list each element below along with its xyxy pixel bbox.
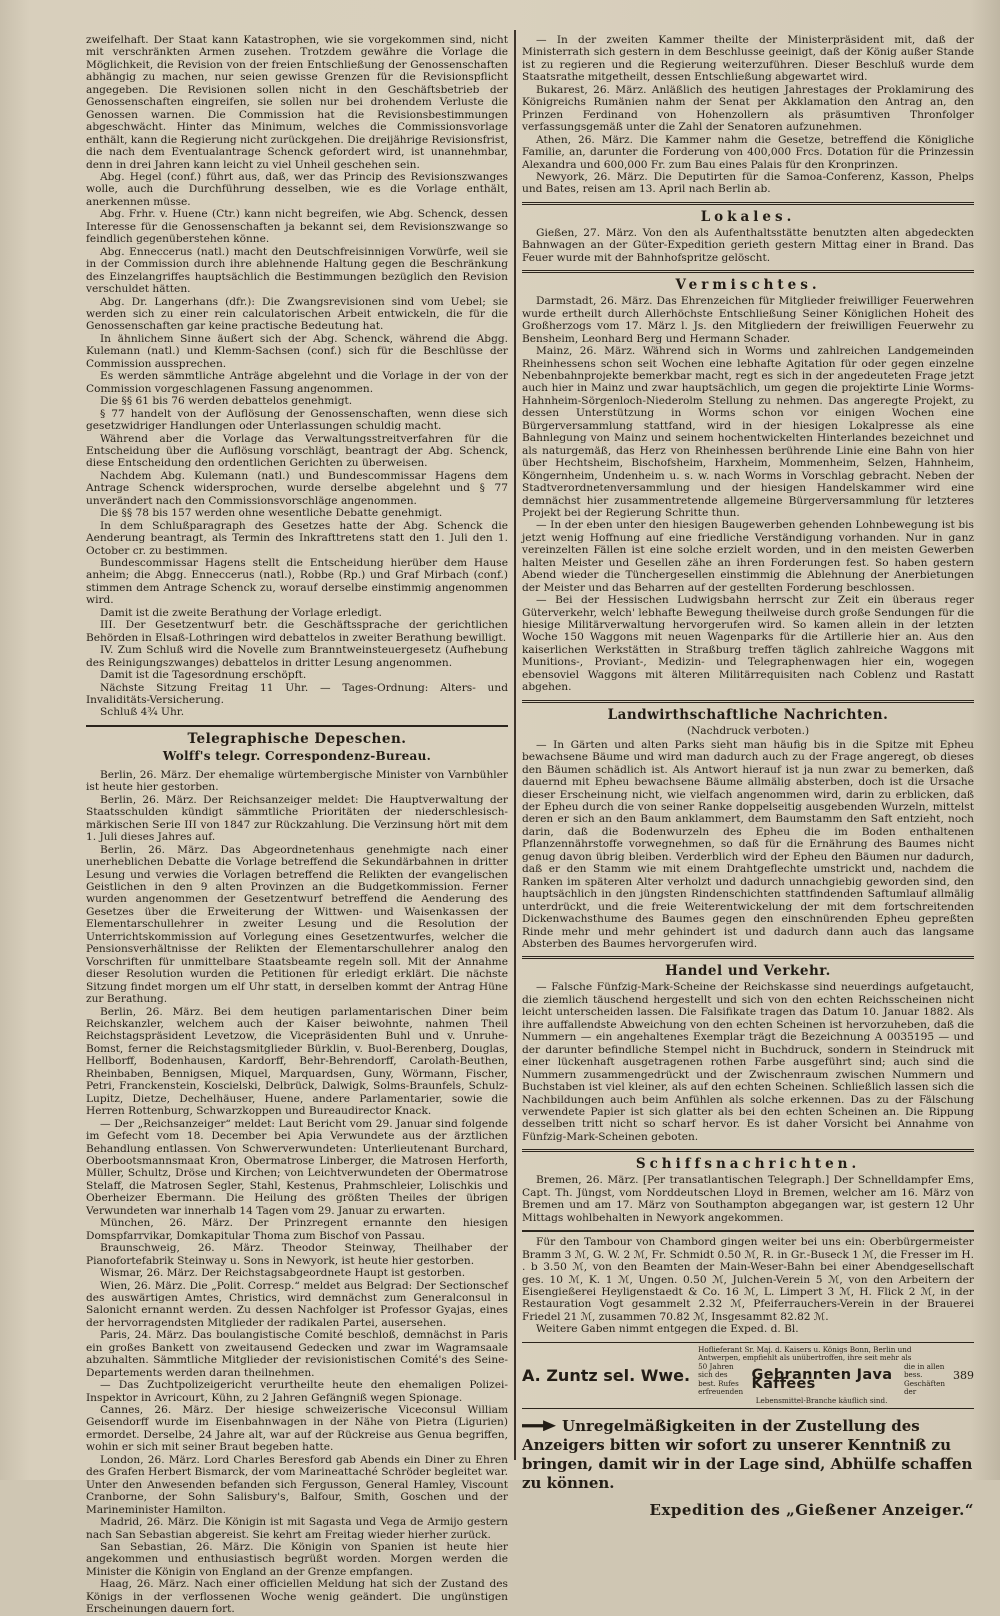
section-rule (522, 1149, 974, 1152)
article-paragraph: In dem Schlußparagraph des Gesetzes hatte der Abg. Schenck die Aenderung beantragt, als Termin des Inkrafttretens statt den 1. Juli den 1. October cr. zu bestimmen. (86, 519, 508, 557)
article-paragraph: IV. Zum Schluß wird die Novelle zum Branntweinsteuergesetz (Aufhebung des Reinigungszwanges) debattelos in dritter Lesung angenommen. (86, 644, 508, 669)
section-heading: Landwirthschaftliche Nachrichten. (607, 706, 889, 723)
section-rule (522, 270, 974, 273)
article-paragraph: — Das Zuchtpolizeigericht verurtheilte heute den ehemaligen Polizei-Inspektor in Avricourt, Kühn, zu 2 Jahren Gefängniß wegen Spionage. (86, 1379, 508, 1404)
article-paragraph: Für den Tambour von Chambord gingen weiter bei uns ein: Oberbürgermeister Bramm 3 ℳ, G. W. 2 ℳ, Fr. Schmidt 0.50 ℳ, R. in Gr.-Buseck 1 ℳ, die Fresser im H. . b 3.50 ℳ, von den Beamten der Main-Weser-Bahn bei einer Abendgesellschaft ges. 10 ℳ, K. 1 ℳ, Ungen. 0.50 ℳ, Julchen-Verein 5 ℳ, von den Arbeitern der Eisengießerei Heyligenstaedt & Co. 16 ℳ, L. Limpert 3 ℳ, H. Flick 2 ℳ, in der Restauration Vogt gesammelt 2.32 ℳ, Pfeiferrauchers-Verein in der Brauerei Friedel 21 ℳ, zusammen 70.82 ℳ, Insgesammt 82.82 ℳ. (522, 1236, 974, 1323)
article-paragraph: Bukarest, 26. März. Anläßlich des heutigen Jahrestages der Proklamirung des Königreichs Rumänien nahm der Senat per Akklamation den Antrag an, den Prinzen Ferdinand von Hohenzollern als präsumtiven Thronfolger verfassungsgemäß unter die Zahl der Senatoren aufzunehmen. (522, 83, 974, 134)
article-paragraph: Berlin, 26. März. Bei dem heutigen parlamentarischen Diner beim Reichskanzler, welchem auch der Kaiser beiwohnte, nahmen Theil Reichstagspräsident Levetzow, die Vicepräsidenten Buhl und v. Unruhe-Bomst, ferner die Reichstagsmitglieder Bürklin, v. Buol-Berenberg, Douglas, Hellborff, Bodenhausen, Kardorff, Behr-Behrendorff, Carolath-Beuthen, Rheinbaben, Bennigsen, Miquel, Marquardsen, Guny, Wörmann, Fischer, Petri, Franckenstein, Koscielski, Delbrück, Dalwigk, Solms-Braunfels, Schulz-Lupitz, Dietze, Dechelhäuser, Huene, andere Parlamentarier, sowie die Herren Rottenburg, Schwarzkoppen und Bureaudirector Knack. (86, 1005, 508, 1118)
right-column (522, 34, 974, 1520)
article-paragraph: Madrid, 26. März. Die Königin ist mit Sagasta und Vega de Armijo gestern nach San Sebastian abgereist. Sie kehrt am Freitag wieder hierher zurück. (86, 1516, 508, 1541)
article-paragraph: Schluß 4¾ Uhr. (100, 706, 185, 719)
article-paragraph: — Falsche Fünfzig-Mark-Scheine der Reichskasse sind neuerdings aufgetaucht, die ziemlich täuschend hergestellt und sich von den echten Reichsscheinen nicht leicht unterscheiden lassen. Die Falsifikate tragen das Datum 10. Januar 1882. Als ihre auffallendste Abweichung von den echten Scheinen ist hervorzuheben, daß die Nummern — ein angehaltenes Exemplar trägt die Bezeichnung A 0035195 — und der darunter befindliche Stempel nicht in Buchdruck, sondern in Steindruck mit einer lückenhaft ausgetragenen rothen Farbe ausgeführt sind; auch sind die Nummern zusammengedrückt und der Zwischenraum zwischen Nummern und Buchstaben ist viel kleiner, als auf den echten Scheinen. Schließlich lassen sich die Nachbildungen auch beim Anfühlen als solche erkennen. Das zu der Fälschung verwendete Papier ist sich glatter als bei den echten Scheinen an. Die Rippung desselben tritt nicht so scharf hervor. Es ist daher Vorsicht bei Annahme von Fünfzig-Mark-Scheinen geboten. (522, 981, 974, 1143)
article-paragraph: Damit ist die Tagesordnung erschöpft. (100, 669, 307, 682)
article-paragraph: Während aber die Vorlage das Verwaltungsstreitverfahren für die Entscheidung über die Auflösung vorschlägt, beantragt der Abg. Schenck, diese Entscheidung den ordentlichen Gerichten zu überweisen. (86, 432, 508, 470)
article-paragraph: Die §§ 61 bis 76 werden debattelos genehmigt. (100, 395, 353, 408)
article-paragraph: Darmstadt, 26. März. Das Ehrenzeichen für Mitglieder freiwilliger Feuerwehren wurde ertheilt durch Allerhöchste Entschließung Seiner Königlichen Hoheit des Großherzogs vom 17. März l. Js. den Mitgliedern der freiwilligen Feuerwehr zu Bensheim, Leonhard Berg und Hermann Schader. (522, 295, 974, 345)
article-paragraph: Weitere Gaben nimmt entgegen die Exped. d. Bl. (536, 1323, 799, 1336)
section-rule (522, 202, 974, 205)
article-paragraph: In ähnlichem Sinne äußert sich der Abg. Schenck, während die Abgg. Kulemann (natl.) und Klemm-Sachsen (conf.) sich für die Beschlüsse der Commission aussprechen. (86, 332, 508, 370)
article-paragraph: Athen, 26. März. Die Kammer nahm die Gesetze, betreffend die Königliche Familie, an, darunter die Forderung von 400,000 Frcs. Dotation für die Prinzessin Alexandra und 600,000 Fr. zum Bau eines Palais für den Kronprinzen. (522, 133, 974, 171)
section-rule (522, 1230, 974, 1232)
article-paragraph: Berlin, 26. März. Der Reichsanzeiger meldet: Die Hauptverwaltung der Staatsschulden kündigt sämmtliche Prioritäten der niederschlesisch-märkischen Serie III von 1847 zur Rückzahlung. Die Verzinsung hört mit dem 1. Juli dieses Jahres auf. (86, 793, 508, 844)
ad-product: Gebrannten Java Kaffees (751, 1367, 893, 1392)
article-paragraph: — In der eben unter den hiesigen Baugewerben gehenden Lohnbewegung ist bis jetzt wenig Hoffnung auf eine friedliche Verständigung vorhanden. Nur in ganz vereinzelten Fällen ist eine solche erzielt worden, und in den meisten Gewerben halten Meister und Gesellen zähe an ihren Forderungen fest. So haben gestern Abend wieder die Tünchergesellen einstimmig die Ablehnung der Anerbietungen der Meister und das Beharren auf der gestellten Forderung beschlossen. (522, 519, 974, 594)
section-rule (86, 725, 508, 727)
article-paragraph: Wismar, 26. März. Der Reichstagsabgeordnete Haupt ist gestorben. (100, 1267, 466, 1280)
article-paragraph: — Der „Reichsanzeiger“ meldet: Laut Bericht vom 29. Januar sind folgende im Gefecht vom 18. December bei Apia Verwundete aus der ärztlichen Behandlung entlassen. Von Schwerverwundeten: Unterlieutenant Burchard, Oberbootsmannsmaat Kron, Obermatrose Linberger, die Matrosen Herforth, Müller, Schultz, Dröse und Kirchen; von Leichtverwundeten der Obermatrose Stelaff, die Matrosen Segler, Stahl, Kestenus, Prahmschleier, Lolischkis und Oberheizer Ebermann. Die Heilung des größten Theiles der übrigen Verwundeten war innerhalb 14 Tagen vom 29. Januar zu erwarten. (86, 1117, 508, 1217)
article-paragraph: Gießen, 27. März. Von den als Aufenthaltsstätte benutzten alten abgedeckten Bahnwagen an der Güter-Expedition gerieth gestern Mittag einer in Brand. Das Feuer wurde mit der Bahnhofspritze gelöscht. (522, 226, 974, 264)
notice-text: Unregelmäßigkeiten in der Zustellung des Anzeigers bitten wir sofort zu unserer Kenntniß zu bringen, damit wir in der Lage sind, Abhülfe schaffen zu können. (522, 1417, 973, 1493)
article-paragraph: Mainz, 26. März. Während sich in Worms und zahlreichen Landgemeinden Rheinhessens schon seit Wochen eine lebhafte Agitation für oder gegen einzelne Nebenbahnprojekte bemerkbar macht, regt es sich in der angedeuteten Frage jetzt auch hier in Mainz und zwar hauptsächlich, um gegen die projektirte Linie Worms-Hahnheim-Sörgenloch-Niederolm Stellung zu nehmen. Das angeregte Projekt, zu dessen Unterstützung in Worms schon vor einigen Wochen eine Bürgerversammlung stattfand, wird in der hiesigen Lokalpresse als eine Bahnlegung von Mainz und seinem hochentwickelten Hinterlandes bezeichnet und als naturgemäß, das Herz von Rheinhessen berührende Linie eine Bahn von hier über Hechtsheim, Bischofsheim, Harxheim, Mommenheim, Selzen, Hahnheim, Köngernheim, Undenheim u. s. w. nach Worms in Vorschlag gebracht. Neben der Stadtverordnetenversammlung und der hiesigen Handelskammer wird eine demnächst hier zusammentretende allgemeine Bürgerversammlung für letzteres Projekt bei der Regierung Schritte thun. (522, 345, 974, 519)
article-paragraph: Es werden sämmtliche Anträge abgelehnt und die Vorlage in der von der Commission vorgeschlagenen Fassung angenommen. (86, 370, 508, 395)
article-paragraph: — In Gärten und alten Parks sieht man häufig bis in die Spitze mit Epheu bewachsene Bäume und wird man dadurch auch zu der Frage angeregt, ob dieses den Bäumen schädlich ist. Als Antwort hierauf ist ja nun zwar zu bemerken, daß dauernd mit Epheu bewachsene Bäume allmälig absterben, doch ist die Ursache dieser Erscheinung nicht, wie vielfach angenommen wird, darin zu erblicken, daß der Epheu durch die von seiner Ranke doppelseitig ausgebenden Wurzeln, mittelst deren er sich an den Baum anklammert, dem Baumstamm den Saft entzieht, noch darin, daß die Bodenwurzeln des Epheu die im Boden enthaltenen Pflanzennährstoffe vorwegnehmen, so daß für die Ernährung des Baumes nicht genug davon übrig bleiben. Verderblich wird der Epheu den Bäumen nur dadurch, daß er den Stamm wie mit einem Drahtgeflechte umstrickt und, nachdem die Ranken im späteren Alter verholzt und dadurch unnachgiebig geworden sind, den hauptsächlich in den jüngsten Rindenschichten stattfindenden Saftumlauf allmälig unterdrückt, und die freie Weiterentwickelung der mit dem fortschreitenden Dickenwachsthume des Baumes gegen den einschnürenden Epheu gepreßten Rinde mehr und mehr gehindert ist und dadurch dann auch das langsame Absterben des Baumes hervorgerufen wird. (522, 738, 974, 950)
article-paragraph: zweifelhaft. Der Staat kann Katastrophen, wie sie vorgekommen sind, nicht mit verschränkten Armen zusehen. Trotzdem gewähre die Vorlage die Möglichkeit, die Revision von der freien Entschließung der Genossenschaften abhängig zu machen, nur seien gewisse Grenzen für die Revisionspflicht angegeben. Die Revisionen sollen nicht in den Geschäftsbetrieb der Genossenschaften eingreifen, sie sollen nur bei drohendem Verluste die Genossen warnen. Die Commission hat die Revisionsbestimmungen abgeschwächt. Hinter das Minimum, welches die Commissionsvorlage enthält, kann die Regierung nicht zurückgehen. Die dreijährige Revisionsfrist, die nach dem Eventualantrage Schenck gefordert wird, ist unannehmbar, denn in drei Jahren kann leicht zu viel Unheil geschehen sein. (86, 34, 508, 171)
article-paragraph: § 77 handelt von der Auflösung der Genossenschaften, wenn diese sich gesetzwidriger Handlungen oder Unterlassungen schuldig macht. (86, 407, 508, 433)
section-rule (522, 956, 974, 959)
section-rule (522, 700, 974, 703)
article-paragraph: London, 26. März. Lord Charles Beresford gab Abends ein Diner zu Ehren des Grafen Herbert Bismarck, der vom Marineattaché Schröder begleitet war. Unter den Anwesenden befanden sich Fergusson, General Hamley, Viscount Cranborne, der Sohn Salisbury's, Balfour, Smith, Goschen und der Marineminister Hamilton. (86, 1453, 508, 1516)
ad-company-name: A. Zuntz sel. Wwe. (522, 1366, 691, 1386)
delivery-notice (522, 1417, 974, 1519)
section-note: (Nachdruck verboten.) (686, 724, 810, 737)
ad-body (698, 1346, 945, 1406)
article-paragraph: Braunschweig, 26. März. Theodor Steinway, Theilhaber der Pianofortefabrik Steinway u. Sons in Newyork, ist heute hier gestorben. (86, 1242, 508, 1267)
section-heading: Vermischtes. (675, 277, 821, 294)
article-paragraph: Bundescommissar Hagens stellt die Entscheidung hierüber dem Hause anheim; die Abgg. Enneccerus (natl.), Robbe (Rp.) und Graf Mirbach (conf.) stimmen dem Antrage Schenck zu, worauf derselbe einstimmig angenommen wird. (86, 557, 508, 607)
article-paragraph: Abg. Frhr. v. Huene (Ctr.) kann nicht begreifen, wie Abg. Schenck, dessen Interesse für die Genossenschaften ja bekannt sei, dem Revisionszwange so feindlich gegenüberstehen könne. (86, 208, 508, 246)
notice-signature: Expedition des „Gießener Anzeiger.“ (649, 1501, 974, 1520)
advertisement-zuntz (522, 1342, 974, 1410)
right-column-articles (522, 34, 974, 1336)
article-paragraph: München, 26. März. Der Prinzregent ernannte den hiesigen Domspfarrvikar, Domkapitular Thoma zum Bischof von Passau. (86, 1217, 508, 1242)
ad-top-text: Hoflieferant Sr. Maj. d. Kaisers u. Königs Bonn, Berlin und Antwerpen, empfiehlt als unübertroffen, ihre seit mehr als (698, 1344, 912, 1363)
article-paragraph: Wien, 26. März. Die „Polit. Corresp.“ meldet aus Belgrad: Der Sectionschef des auswärtigen Amtes, Christics, wird demnächst zum Generalconsul in Salonicht ernannt werden. Zu dessen Nachfolger ist Professor Gyajas, eines der hervorragendsten Mitglieder der radikalen Partei, ausersehen. (86, 1279, 508, 1329)
article-paragraph: Berlin, 26. März. Der ehemalige würtembergische Minister von Varnbühler ist heute hier gestorben. (86, 768, 508, 794)
article-paragraph: Berlin, 26. März. Das Abgeordnetenhaus genehmigte nach einer unerheblichen Debatte die Vorlage betreffend die Sekundärbahnen in dritter Lesung und verwies die Vorlagen betreffend die Relikten der evangelischen Geistlichen in den 9 alten Provinzen an die Budgetkommission. Ferner wurden angenommen der Gesetzentwurf betreffend die Aenderung des Gesetzes über die Erweiterung der Wittwen- und Waisenkassen der Elementarschullehrer in zweiter Lesung und die Resolution der Unterrichtskommission auf Vorlegung eines Gesetzentwurfes, welcher die Pensionsverhältnisse der Relikten der Elementarschullehrer analog den Vorschriften für unmittelbare Staatsbeamte regeln soll. Mit der Annahme dieser Resolution wurden die Petitionen für erledigt erklärt. Die nächste Sitzung findet morgen um elf Uhr statt, in derselben kommt der Antrag Hüne zur Berathung. (86, 843, 508, 1006)
article-paragraph: Newyork, 26. März. Die Deputirten für die Samoa-Conferenz, Kasson, Phelps und Bates, reisen am 13. April nach Berlin ab. (522, 170, 974, 196)
ad-left-text: 50 Jahren sich des best. Rufes erfreuenden (698, 1361, 744, 1397)
article-paragraph: Paris, 24. März. Das boulangistische Comité beschloß, demnächst in Paris ein großes Bankett von zweitausend Gedecken und zwar im Wagramsaale abzuhalten. Sämmtliche Mitglieder der revisionistischen Comité's des Seine-Departements werden daran theilnehmen. (86, 1329, 508, 1379)
section-heading: Lokales. (700, 208, 796, 225)
section-heading: Telegraphische Depeschen. (187, 730, 407, 747)
article-paragraph: Cannes, 26. März. Der hiesige schweizerische Viceconsul William Geisendorff wurde im Eisenbahnwagen in der Nähe von Pietra (Ligurien) ermordet. Derselbe, 24 Jahre alt, war auf der Rückreise aus Genua begriffen, wohin er sich mit seiner Braut begeben hatte. (86, 1404, 508, 1454)
section-heading: Schiffsnachrichten. (635, 1156, 861, 1173)
article-paragraph: Nächste Sitzung Freitag 11 Uhr. — Tages-Ordnung: Alters- und Invaliditäts-Versicherung. (86, 681, 508, 707)
article-paragraph: Abg. Enneccerus (natl.) macht den Deutschfreisinnigen Vorwürfe, weil sie in der Commission durch ihre ablehnende Haltung gegen die Beschränkung des Einzelangriffes hauptsächlich die Bestimmungen bezüglich den Revision verschuldet hätten. (86, 245, 508, 296)
article-paragraph: Abg. Dr. Langerhans (dfr.): Die Zwangsrevisionen sind vom Uebel; sie werden sich zu einer rein calculatorischen Arbeit entwickeln, die für die Genossenschaften gar keine practische Bedeutung hat. (86, 295, 508, 333)
article-paragraph: Damit ist die zweite Berathung der Vorlage erledigt. (100, 606, 382, 619)
article-paragraph: San Sebastian, 26. März. Die Königin von Spanien ist heute hier angekommen und enthusiastisch begrüßt worden. Morgen werden die Minister die Königin von England an der Grenze empfangen. (86, 1541, 508, 1578)
article-paragraph: III. Der Gesetzentwurf betr. die Geschäftssprache der gerichtlichen Behörden in Elsaß-Lothringen wird debattelos in zweiter Berathung bewilligt. (86, 619, 508, 644)
article-paragraph: Haag, 26. März. Nach einer officiellen Meldung hat sich der Zustand des Königs in der verflossenen Woche wenig geändert. Die ungünstigen Erscheinungen dauern fort. (86, 1578, 508, 1616)
column-divider (514, 30, 516, 1460)
article-paragraph: Bremen, 26. März. [Per transatlantischen Telegraph.] Der Schnelldampfer Ems, Capt. Th. Jüngst, vom Norddeutschen Lloyd in Bremen, welcher am 16. März von Bremen und am 17. März von Southampton abgegangen war, ist gestern 12 Uhr Mittags wohlbehalten in Newyork angekommen. (522, 1174, 974, 1224)
article-paragraph: — Bei der Hessischen Ludwigsbahn herrscht zur Zeit ein überaus reger Güterverkehr, welch' lebhafte Bewegung theilweise durch große Sendungen für die hiesige Militärverwaltung hervorgerufen wird. So kamen allein in der letzten Woche 150 Waggons mit neuen Wagenparks für die Artillerie hier an. Aus den kaiserlichen Werkstätten in Straßburg treffen täglich zahlreiche Waggons mit Munitions-, Proviant-, Medizin- und Telegraphenwagen hier ein, wogegen ebensoviel Waggons mit älteren Militärrequisiten nach Coblenz und Rastatt abgehen. (522, 594, 974, 694)
ad-bottom-text: Lebensmittel-Branche käuflich sind. (755, 1395, 888, 1405)
article-paragraph: — In der zweiten Kammer theilte der Ministerpräsident mit, daß der Ministerrath sich gestern in dem Beschlusse geeinigt, daß der König außer Stande ist zu regieren und die Regierung weiterzuführen. Dieser Beschluß wurde dem Staatsrathe mitgetheilt, dessen Entschließung abgewartet wird. (522, 34, 974, 84)
article-paragraph: Abg. Hegel (conf.) führt aus, daß, wer das Princip des Revisionszwanges wolle, auch die Durchführung desselben, wie es die Vorlage enthält, anerkennen müsse. (86, 170, 508, 208)
pointing-hand-icon (522, 1420, 556, 1431)
section-heading: Handel und Verkehr. (665, 963, 831, 980)
section-subheading: Wolff's telegr. Correspondenz-Bureau. (162, 748, 432, 763)
article-paragraph: Nachdem Abg. Kulemann (natl.) und Bundescommissar Hagens dem Antrage Schenck widersprochen, wurde derselbe abgelehnt und § 77 unverändert nach den Commissionsvorschläge angenommen. (86, 469, 508, 507)
ad-number: 389 (953, 1369, 974, 1383)
left-column (86, 34, 508, 1616)
article-paragraph: Die §§ 78 bis 157 werden ohne wesentliche Debatte genehmigt. (100, 507, 443, 520)
ad-right-text: die in allen bess. Geschäften der (903, 1361, 946, 1397)
